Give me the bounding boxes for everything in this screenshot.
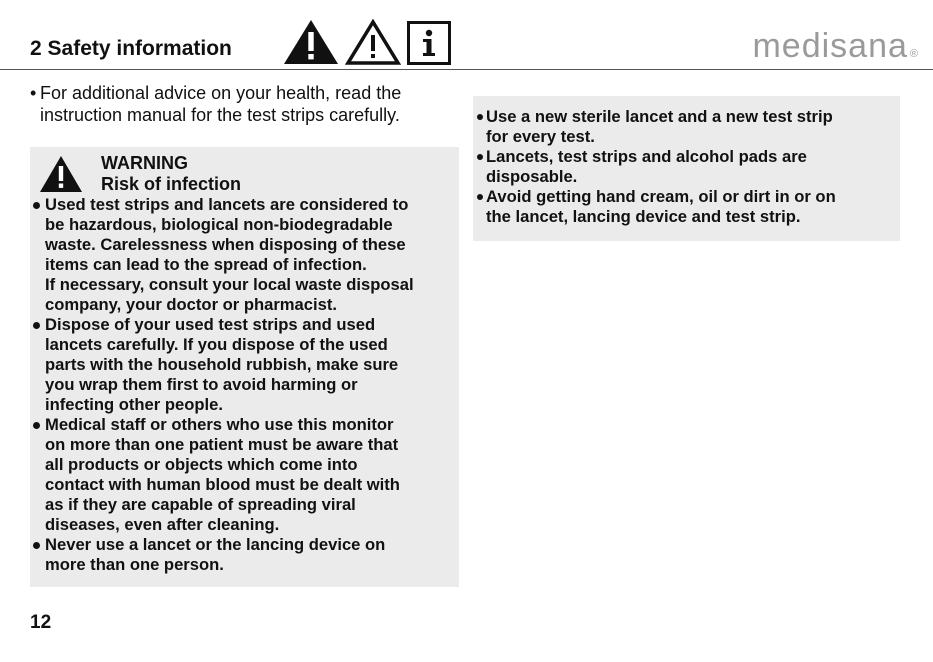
text-line: the lancet, lancing device and test strip. xyxy=(486,207,801,226)
text-line: disposable. xyxy=(486,167,578,186)
text-line: you wrap them first to avoid harming or xyxy=(45,375,358,394)
caution-outline-icon xyxy=(345,19,401,65)
warning-subtitle: Risk of infection xyxy=(101,174,242,194)
precautions-box xyxy=(473,96,900,241)
text-line: Dispose of your used test strips and used xyxy=(45,315,376,334)
text-line: be hazardous, biological non-biodegradable xyxy=(45,215,393,234)
text-line: If necessary, consult your local waste disposal xyxy=(45,275,414,294)
text-line: Never use a lancet or the lancing device on xyxy=(45,535,386,554)
text-line: Used test strips and lancets are considered to xyxy=(45,195,409,214)
list-item xyxy=(30,535,470,575)
text-line: Avoid getting hand cream, oil or dirt in or on xyxy=(486,187,836,206)
list-item xyxy=(30,82,460,126)
brand-name: medisana xyxy=(752,27,908,65)
text-line: contact with human blood must be dealt with xyxy=(45,475,400,494)
warning-box xyxy=(30,147,459,587)
intro-list xyxy=(30,82,460,126)
text-line: on more than one patient must be aware that xyxy=(45,435,399,454)
warning-title: WARNING xyxy=(101,153,188,173)
list-item xyxy=(476,187,896,227)
text-line: infecting other people. xyxy=(45,395,223,414)
text-line: more than one person. xyxy=(45,555,224,574)
text-line: Use a new sterile lancet and a new test strip xyxy=(486,107,833,126)
page-number: 12 xyxy=(30,612,52,633)
text-line: as if they are capable of spreading viral xyxy=(45,495,356,514)
warning-list xyxy=(30,195,470,575)
list-item xyxy=(30,315,470,415)
text-line: waste. Carelessness when disposing of these xyxy=(45,235,406,254)
intro-line: • For additional advice on your health, read the xyxy=(40,83,402,103)
text-line: diseases, even after cleaning. xyxy=(45,515,280,534)
warning-filled-icon xyxy=(39,155,83,193)
text-line: lancets carefully. If you dispose of the used xyxy=(45,335,388,354)
list-item xyxy=(476,107,896,147)
text-line: Lancets, test strips and alcohol pads are xyxy=(486,147,807,166)
text-line: for every test. xyxy=(486,127,595,146)
text-line: all products or objects which come into xyxy=(45,455,358,474)
section-title: 2 Safety information xyxy=(30,37,232,60)
text-line: Medical staff or others who use this monitor xyxy=(45,415,394,434)
precautions-list xyxy=(476,107,896,227)
text-line: parts with the household rubbish, make sure xyxy=(45,355,399,374)
info-icon xyxy=(407,21,451,65)
warning-filled-icon xyxy=(283,19,339,65)
text-line: company, your doctor or pharmacist. xyxy=(45,295,337,314)
registered-mark: ® xyxy=(909,48,919,60)
page-header xyxy=(0,0,933,70)
header-divider xyxy=(0,69,933,70)
intro-line: instruction manual for the test strips carefully. xyxy=(40,105,400,125)
brand-logo xyxy=(752,26,919,74)
safety-icons xyxy=(283,19,451,65)
list-item xyxy=(30,415,470,535)
text-line: items can lead to the spread of infection. xyxy=(45,255,367,274)
list-item xyxy=(476,147,896,187)
list-item xyxy=(30,195,470,315)
